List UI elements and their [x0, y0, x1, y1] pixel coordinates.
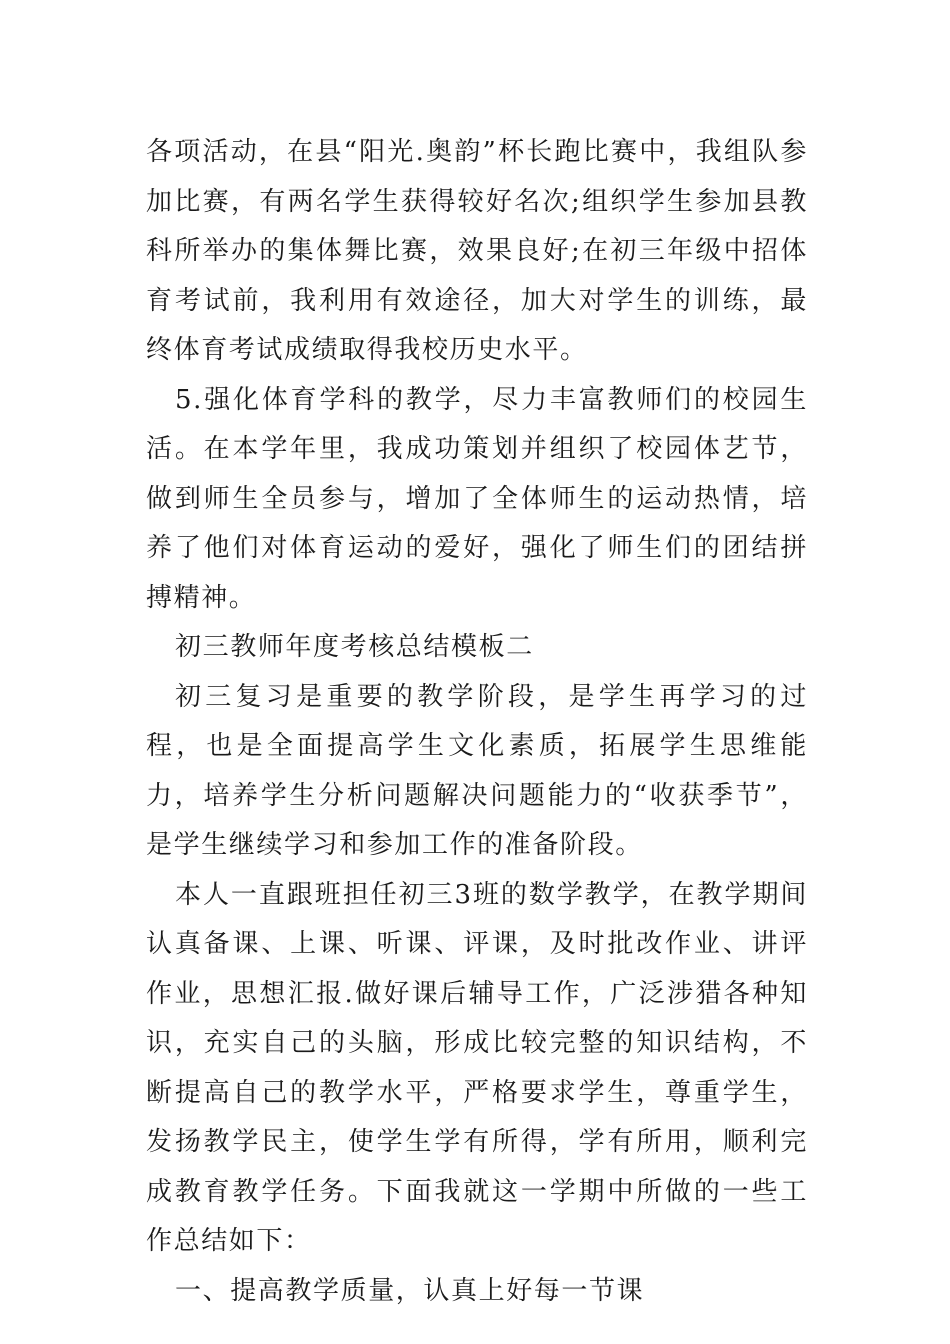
document-page	[146, 128, 808, 1316]
paragraph-activities: 各项活动，在县“阳光.奥韵”杯长跑比赛中，我组队参加比赛，有两名学生获得较好名次;组织学生参加县教科所举办的集体舞比赛，效果良好;在初三年级中招体育考试前，我利用有效途径，加大对学生的训练，最终体育考试成绩取得我校历史水平。	[146, 137, 808, 365]
section-title: 初三教师年度考核总结模板二	[175, 632, 534, 662]
paragraph-item-5: 5.强化体育学科的教学，尽力丰富教师们的校园生活。在本学年里，我成功策划并组织了校园体艺节，做到师生全员参与，增加了全体师生的运动热情，培养了他们对体育运动的爱好，强化了师生们的团结拼搏精神。	[146, 384, 808, 613]
paragraph-teaching-work: 本人一直跟班担任初三3班的数学教学，在教学期间认真备课、上课、听课、评课，及时批改作业、讲评作业，思想汇报.做好课后辅导工作，广泛涉猎各种知识，充实自己的头脑，形成比较完整的知识结构，不断提高自己的教学水平，严格要求学生，尊重学生，发扬教学民主，使学生学有所得，学有所用，顺利完成教育教学任务。下面我就这一学期中所做的一些工作总结如下：	[146, 879, 808, 1256]
paragraph-review-intro: 初三复习是重要的教学阶段，是学生再学习的过程，也是全面提高学生文化素质，拓展学生思维能力，培养学生分析问题解决问题能力的“收获季节”，是学生继续学习和参加工作的准备阶段。	[146, 681, 808, 860]
subsection-heading: 一、提高教学质量，认真上好每一节课	[175, 1275, 645, 1306]
